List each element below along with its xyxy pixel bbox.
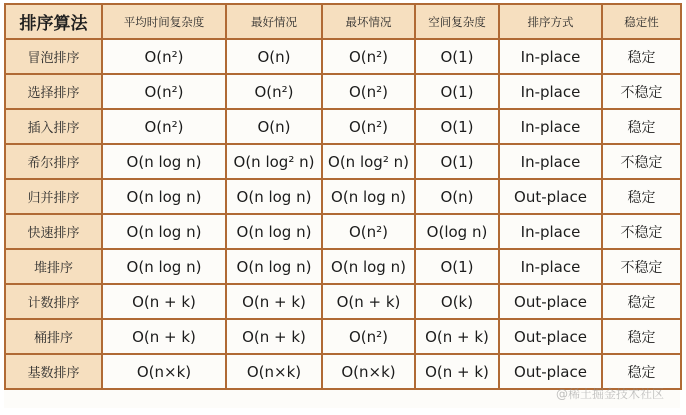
table-row bbox=[5, 354, 681, 389]
stability-cell: 稳定 bbox=[602, 39, 681, 74]
space-cell: O(1) bbox=[415, 144, 499, 179]
space-cell: O(1) bbox=[415, 249, 499, 284]
best-case-cell: O(n log n) bbox=[226, 249, 322, 284]
worst-case-cell: O(n log² n) bbox=[322, 144, 415, 179]
best-case-cell: O(n + k) bbox=[226, 319, 322, 354]
best-case-cell: O(n×k) bbox=[226, 354, 322, 389]
algorithm-name: 希尔排序 bbox=[5, 144, 102, 179]
algorithm-name: 基数排序 bbox=[5, 354, 102, 389]
sorting-complexity-table bbox=[4, 3, 682, 390]
worst-case-cell: O(n²) bbox=[322, 214, 415, 249]
best-case-cell: O(n) bbox=[226, 39, 322, 74]
header-stability: 稳定性 bbox=[602, 4, 681, 39]
average-time-cell: O(n²) bbox=[102, 74, 226, 109]
header-best-case: 最好情况 bbox=[226, 4, 322, 39]
space-cell: O(n + k) bbox=[415, 354, 499, 389]
space-cell: O(n) bbox=[415, 179, 499, 214]
best-case-cell: O(n) bbox=[226, 109, 322, 144]
stability-cell: 稳定 bbox=[602, 109, 681, 144]
space-cell: O(log n) bbox=[415, 214, 499, 249]
space-cell: O(n + k) bbox=[415, 319, 499, 354]
worst-case-cell: O(n²) bbox=[322, 39, 415, 74]
sort-mode-cell: Out-place bbox=[499, 179, 602, 214]
table-row bbox=[5, 249, 681, 284]
table-row bbox=[5, 179, 681, 214]
stability-cell: 稳定 bbox=[602, 354, 681, 389]
header-worst-case: 最坏情况 bbox=[322, 4, 415, 39]
sort-mode-cell: Out-place bbox=[499, 284, 602, 319]
average-time-cell: O(n log n) bbox=[102, 249, 226, 284]
table-row bbox=[5, 214, 681, 249]
stability-cell: 不稳定 bbox=[602, 144, 681, 179]
worst-case-cell: O(n×k) bbox=[322, 354, 415, 389]
stability-cell: 不稳定 bbox=[602, 249, 681, 284]
sort-mode-cell: In-place bbox=[499, 144, 602, 179]
stability-cell: 不稳定 bbox=[602, 74, 681, 109]
sort-mode-cell: Out-place bbox=[499, 354, 602, 389]
algorithm-name: 归并排序 bbox=[5, 179, 102, 214]
worst-case-cell: O(n²) bbox=[322, 319, 415, 354]
stability-cell: 稳定 bbox=[602, 284, 681, 319]
algorithm-name: 堆排序 bbox=[5, 249, 102, 284]
table-row bbox=[5, 39, 681, 74]
algorithm-name: 计数排序 bbox=[5, 284, 102, 319]
worst-case-cell: O(n log n) bbox=[322, 249, 415, 284]
sorting-complexity-sheet bbox=[4, 3, 680, 408]
table-row bbox=[5, 109, 681, 144]
best-case-cell: O(n log n) bbox=[226, 214, 322, 249]
worst-case-cell: O(n log n) bbox=[322, 179, 415, 214]
sort-mode-cell: In-place bbox=[499, 39, 602, 74]
header-row bbox=[5, 4, 681, 39]
average-time-cell: O(n + k) bbox=[102, 319, 226, 354]
average-time-cell: O(n²) bbox=[102, 39, 226, 74]
algorithm-name: 插入排序 bbox=[5, 109, 102, 144]
best-case-cell: O(n + k) bbox=[226, 284, 322, 319]
space-cell: O(1) bbox=[415, 39, 499, 74]
header-space: 空间复杂度 bbox=[415, 4, 499, 39]
sort-mode-cell: Out-place bbox=[499, 319, 602, 354]
algorithm-name: 冒泡排序 bbox=[5, 39, 102, 74]
sort-mode-cell: In-place bbox=[499, 109, 602, 144]
average-time-cell: O(n×k) bbox=[102, 354, 226, 389]
watermark: @稀土掘金技术社区 bbox=[556, 387, 665, 401]
algorithm-name: 快速排序 bbox=[5, 214, 102, 249]
stability-cell: 稳定 bbox=[602, 319, 681, 354]
table-row bbox=[5, 74, 681, 109]
sort-mode-cell: In-place bbox=[499, 74, 602, 109]
worst-case-cell: O(n²) bbox=[322, 109, 415, 144]
table-row bbox=[5, 144, 681, 179]
worst-case-cell: O(n²) bbox=[322, 74, 415, 109]
average-time-cell: O(n log n) bbox=[102, 144, 226, 179]
average-time-cell: O(n + k) bbox=[102, 284, 226, 319]
average-time-cell: O(n log n) bbox=[102, 179, 226, 214]
sort-mode-cell: In-place bbox=[499, 214, 602, 249]
header-average-time: 平均时间复杂度 bbox=[102, 4, 226, 39]
average-time-cell: O(n log n) bbox=[102, 214, 226, 249]
header-algorithm: 排序算法 bbox=[5, 4, 102, 39]
best-case-cell: O(n log² n) bbox=[226, 144, 322, 179]
table-row bbox=[5, 319, 681, 354]
table-row bbox=[5, 284, 681, 319]
space-cell: O(1) bbox=[415, 74, 499, 109]
algorithm-name: 桶排序 bbox=[5, 319, 102, 354]
space-cell: O(k) bbox=[415, 284, 499, 319]
best-case-cell: O(n log n) bbox=[226, 179, 322, 214]
stability-cell: 不稳定 bbox=[602, 214, 681, 249]
stability-cell: 稳定 bbox=[602, 179, 681, 214]
average-time-cell: O(n²) bbox=[102, 109, 226, 144]
best-case-cell: O(n²) bbox=[226, 74, 322, 109]
worst-case-cell: O(n + k) bbox=[322, 284, 415, 319]
space-cell: O(1) bbox=[415, 109, 499, 144]
algorithm-name: 选择排序 bbox=[5, 74, 102, 109]
header-sort-mode: 排序方式 bbox=[499, 4, 602, 39]
sort-mode-cell: In-place bbox=[499, 249, 602, 284]
